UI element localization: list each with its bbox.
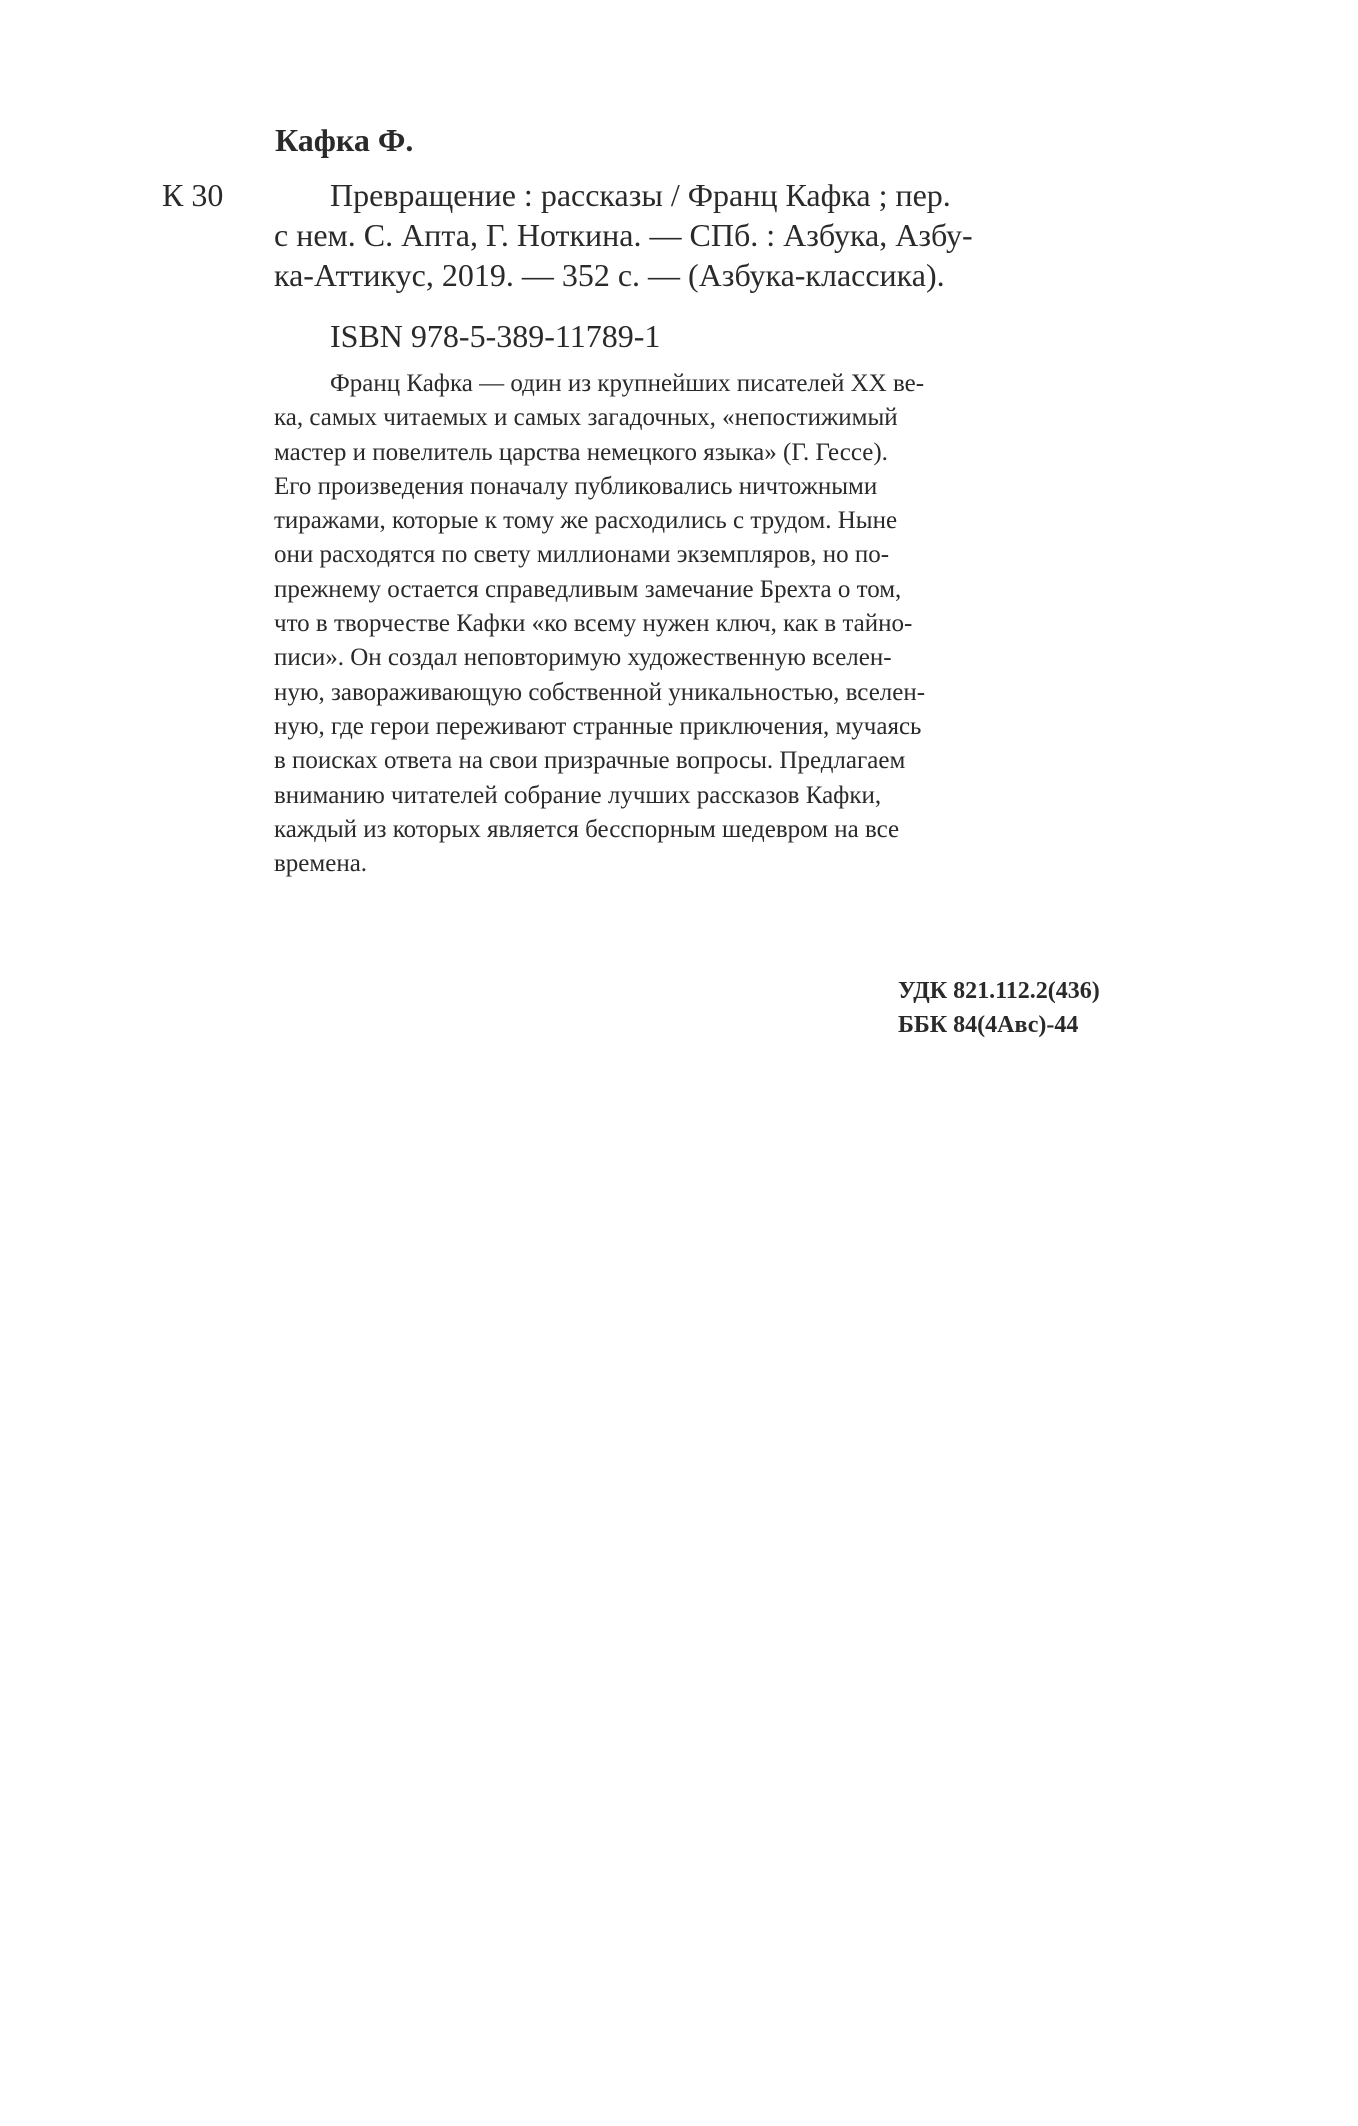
author-cipher: К 30 bbox=[162, 177, 224, 213]
annotation-line: что в творчестве Кафки «ко всему нужен ключ, как в тайно- bbox=[274, 610, 913, 638]
annotation bbox=[274, 367, 1174, 881]
bibliographic-description bbox=[274, 175, 1174, 295]
title-line: ка-Аттикус, 2019. — 352 с. — (Азбука-классика). bbox=[274, 257, 945, 293]
title-line: Превращение : рассказы / Франц Кафка ; пер. bbox=[330, 177, 951, 213]
annotation-line: ную, завораживающую собственной уникальностью, вселен- bbox=[274, 678, 926, 706]
annotation-line: Его произведения поначалу публиковались ничтожными bbox=[274, 472, 878, 500]
udc-code: УДК 821.112.2(436) bbox=[898, 978, 1100, 1004]
annotation-line: времена. bbox=[274, 850, 368, 878]
annotation-line: мастер и повелитель царства немецкого языка» (Г. Гессе). bbox=[274, 438, 888, 466]
bbk-code: ББК 84(4Авс)-44 bbox=[898, 1012, 1079, 1038]
annotation-line: вниманию читателей собрание лучших рассказов Кафки, bbox=[274, 781, 882, 809]
isbn: ISBN 978-5-389-11789-1 bbox=[330, 318, 661, 354]
author-heading: Кафка Ф. bbox=[275, 122, 414, 158]
title-line: с нем. С. Апта, Г. Ноткина. — СПб. : Азбука, Азбу- bbox=[274, 217, 973, 253]
annotation-line: они расходятся по свету миллионами экземпляров, но по- bbox=[274, 541, 890, 569]
annotation-line: писи». Он создал неповторимую художественную вселен- bbox=[274, 644, 892, 672]
annotation-line: каждый из которых является бесспорным шедевром на все bbox=[274, 815, 900, 843]
annotation-line: ка, самых читаемых и самых загадочных, «непостижимый bbox=[274, 404, 898, 432]
annotation-line: в поисках ответа на свои призрачные вопросы. Предлагаем bbox=[274, 747, 906, 775]
annotation-line: ную, где герои переживают странные приключения, мучаясь bbox=[274, 712, 922, 740]
annotation-line: Франц Кафка — один из крупнейших писателей XX ве- bbox=[330, 370, 925, 397]
annotation-line: тиражами, которые к тому же расходились с трудом. Ныне bbox=[274, 507, 898, 535]
annotation-line: прежнему остается справедливым замечание Брехта о том, bbox=[274, 575, 902, 603]
classification-codes bbox=[898, 974, 1100, 1042]
